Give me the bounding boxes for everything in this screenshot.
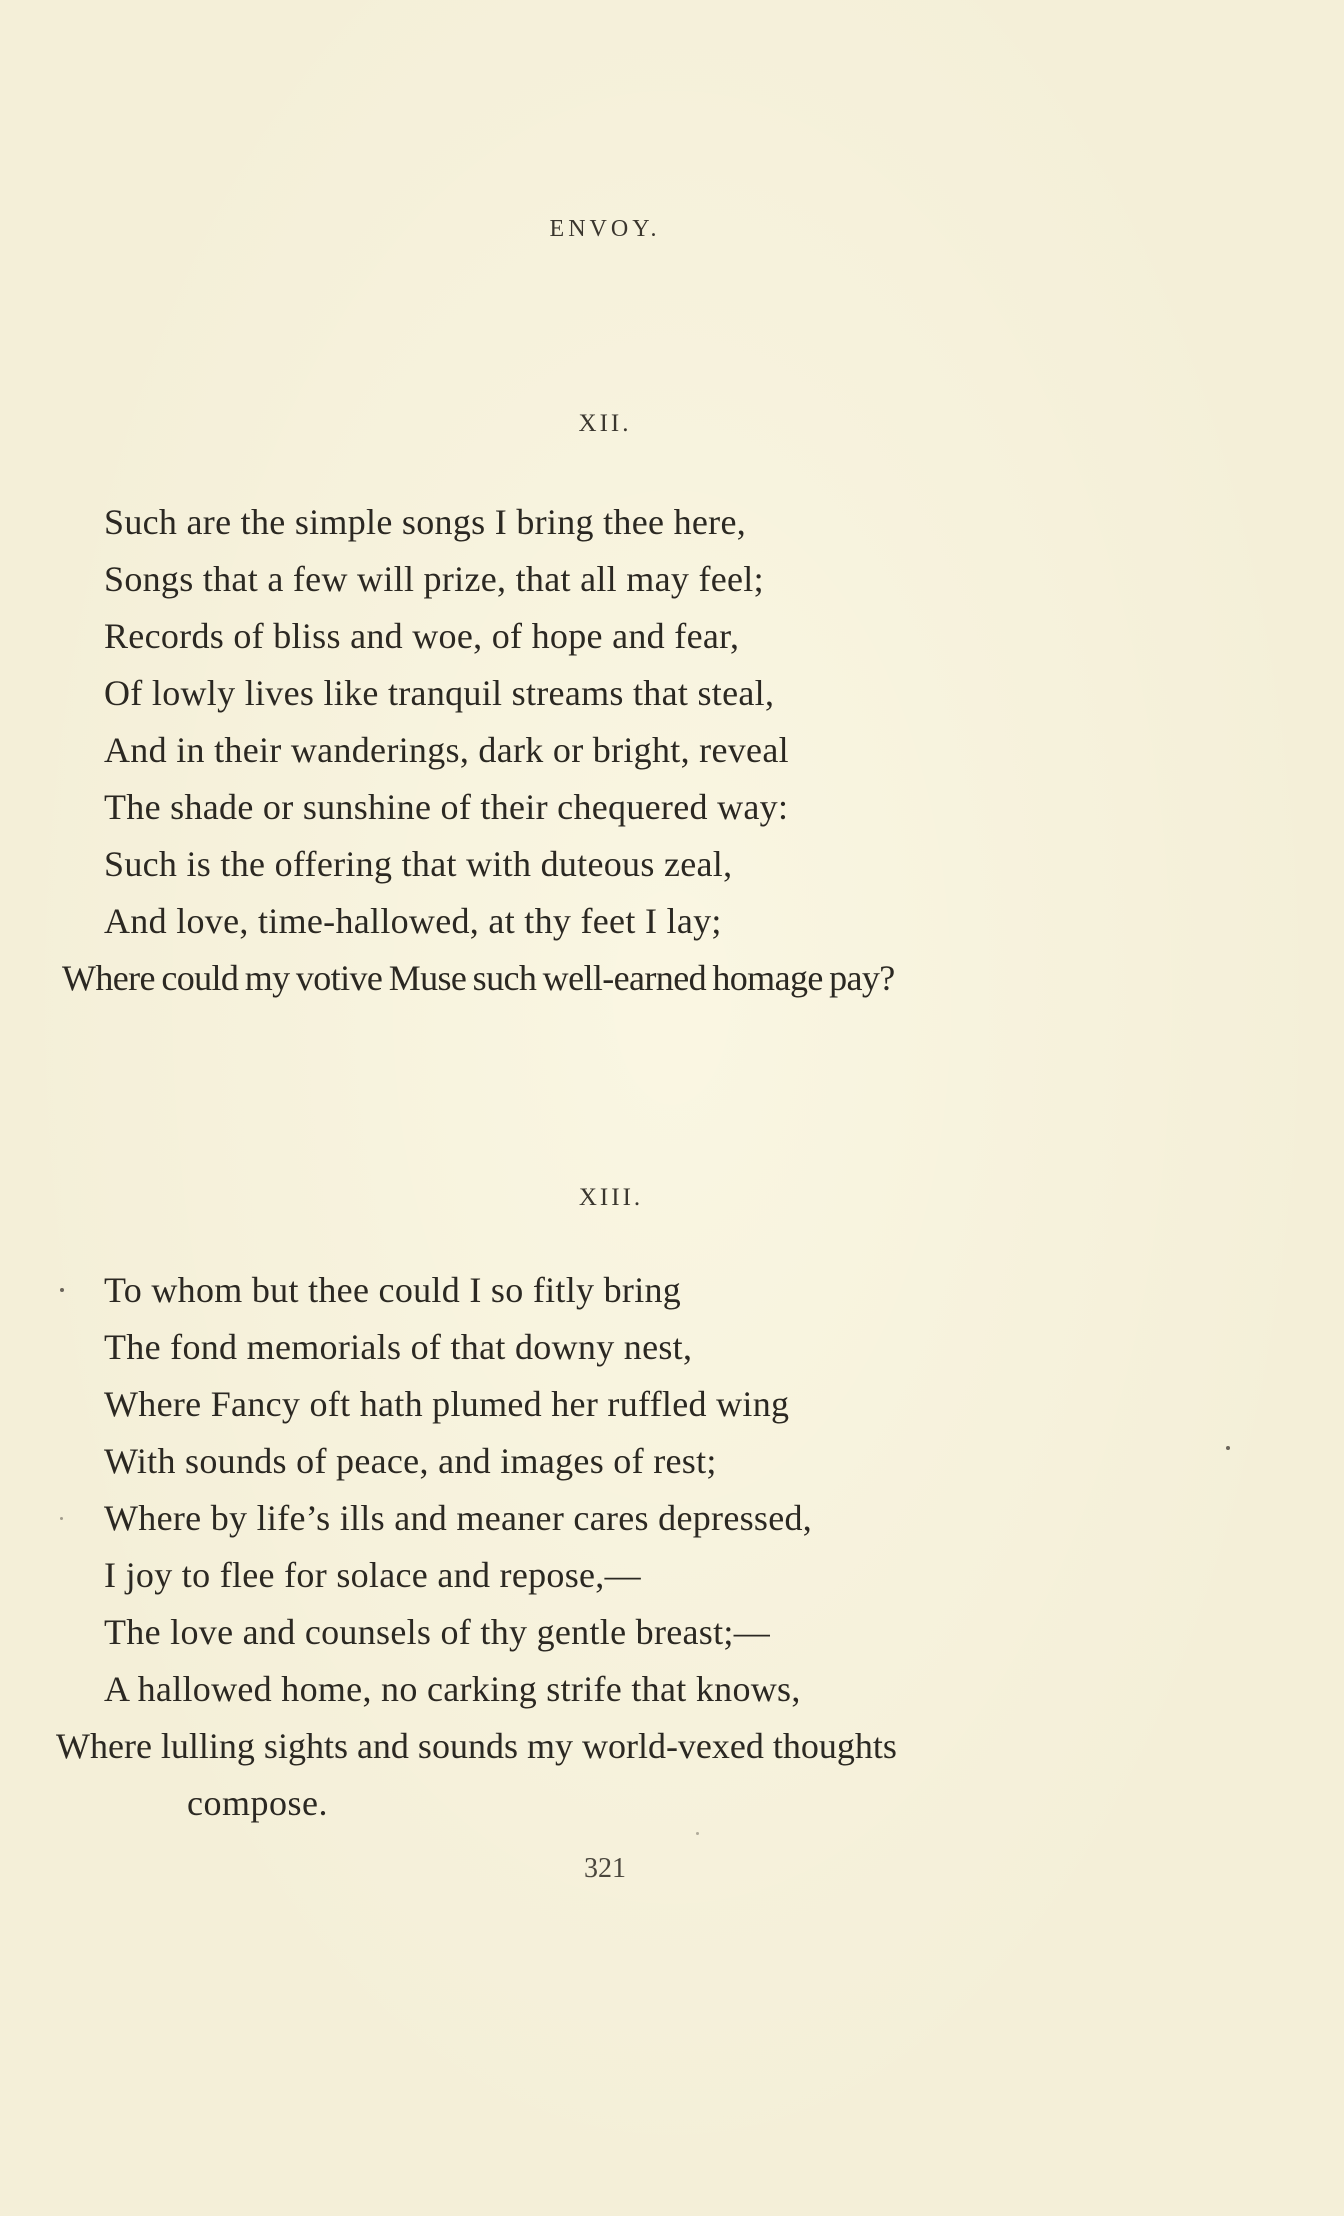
stanza-xiii-line-9: Where lulling sights and sounds my world-vexed thoughts — [56, 1726, 897, 1766]
stanza-xiii-line-8: A hallowed home, no carking strife that knows, — [104, 1669, 801, 1709]
stanza-xii-line-6: The shade or sunshine of their chequered way: — [104, 787, 789, 827]
stanza-xiii-line-2: The fond memorials of that downy nest, — [104, 1327, 693, 1367]
page-number: 321 — [584, 1853, 626, 1884]
stanza-xiii-line-10: compose. — [187, 1783, 328, 1823]
stanza-xiii-line-1: To whom but thee could I so fitly bring — [104, 1270, 682, 1310]
paper-speck — [60, 1288, 64, 1292]
stanza-xii-line-7: Such is the offering that with duteous zeal, — [104, 844, 733, 884]
paper-speck — [696, 1832, 699, 1835]
stanza-xii-line-3: Records of bliss and woe, of hope and fear, — [104, 616, 740, 656]
stanza-number-xii: XII. — [578, 410, 632, 437]
stanza-xiii-line-4: With sounds of peace, and images of rest; — [104, 1441, 717, 1481]
stanza-xiii-line-5: Where by life’s ills and meaner cares depressed, — [104, 1498, 813, 1538]
stanza-xii-line-1: Such are the simple songs I bring thee here, — [104, 502, 747, 542]
stanza-xii-line-4: Of lowly lives like tranquil streams that steal, — [104, 673, 775, 713]
paper-speck — [1226, 1446, 1230, 1450]
stanza-xiii-line-3: Where Fancy oft hath plumed her ruffled wing — [104, 1384, 790, 1424]
stanza-xii-line-8: And love, time-hallowed, at thy feet I lay; — [104, 901, 722, 941]
stanza-xiii-line-6: I joy to flee for solace and repose,— — [104, 1555, 641, 1595]
paper-speck — [60, 1517, 63, 1520]
running-head: ENVOY. — [549, 216, 661, 242]
stanza-number-xiii: XIII. — [578, 1184, 644, 1211]
stanza-xiii-line-7: The love and counsels of thy gentle breast;— — [104, 1612, 771, 1652]
stanza-xii-line-2: Songs that a few will prize, that all may feel; — [104, 559, 764, 599]
stanza-xii-line-9: Where could my votive Muse such well-earned homage pay? — [62, 958, 895, 998]
stanza-xii-line-5: And in their wanderings, dark or bright, reveal — [104, 730, 789, 770]
